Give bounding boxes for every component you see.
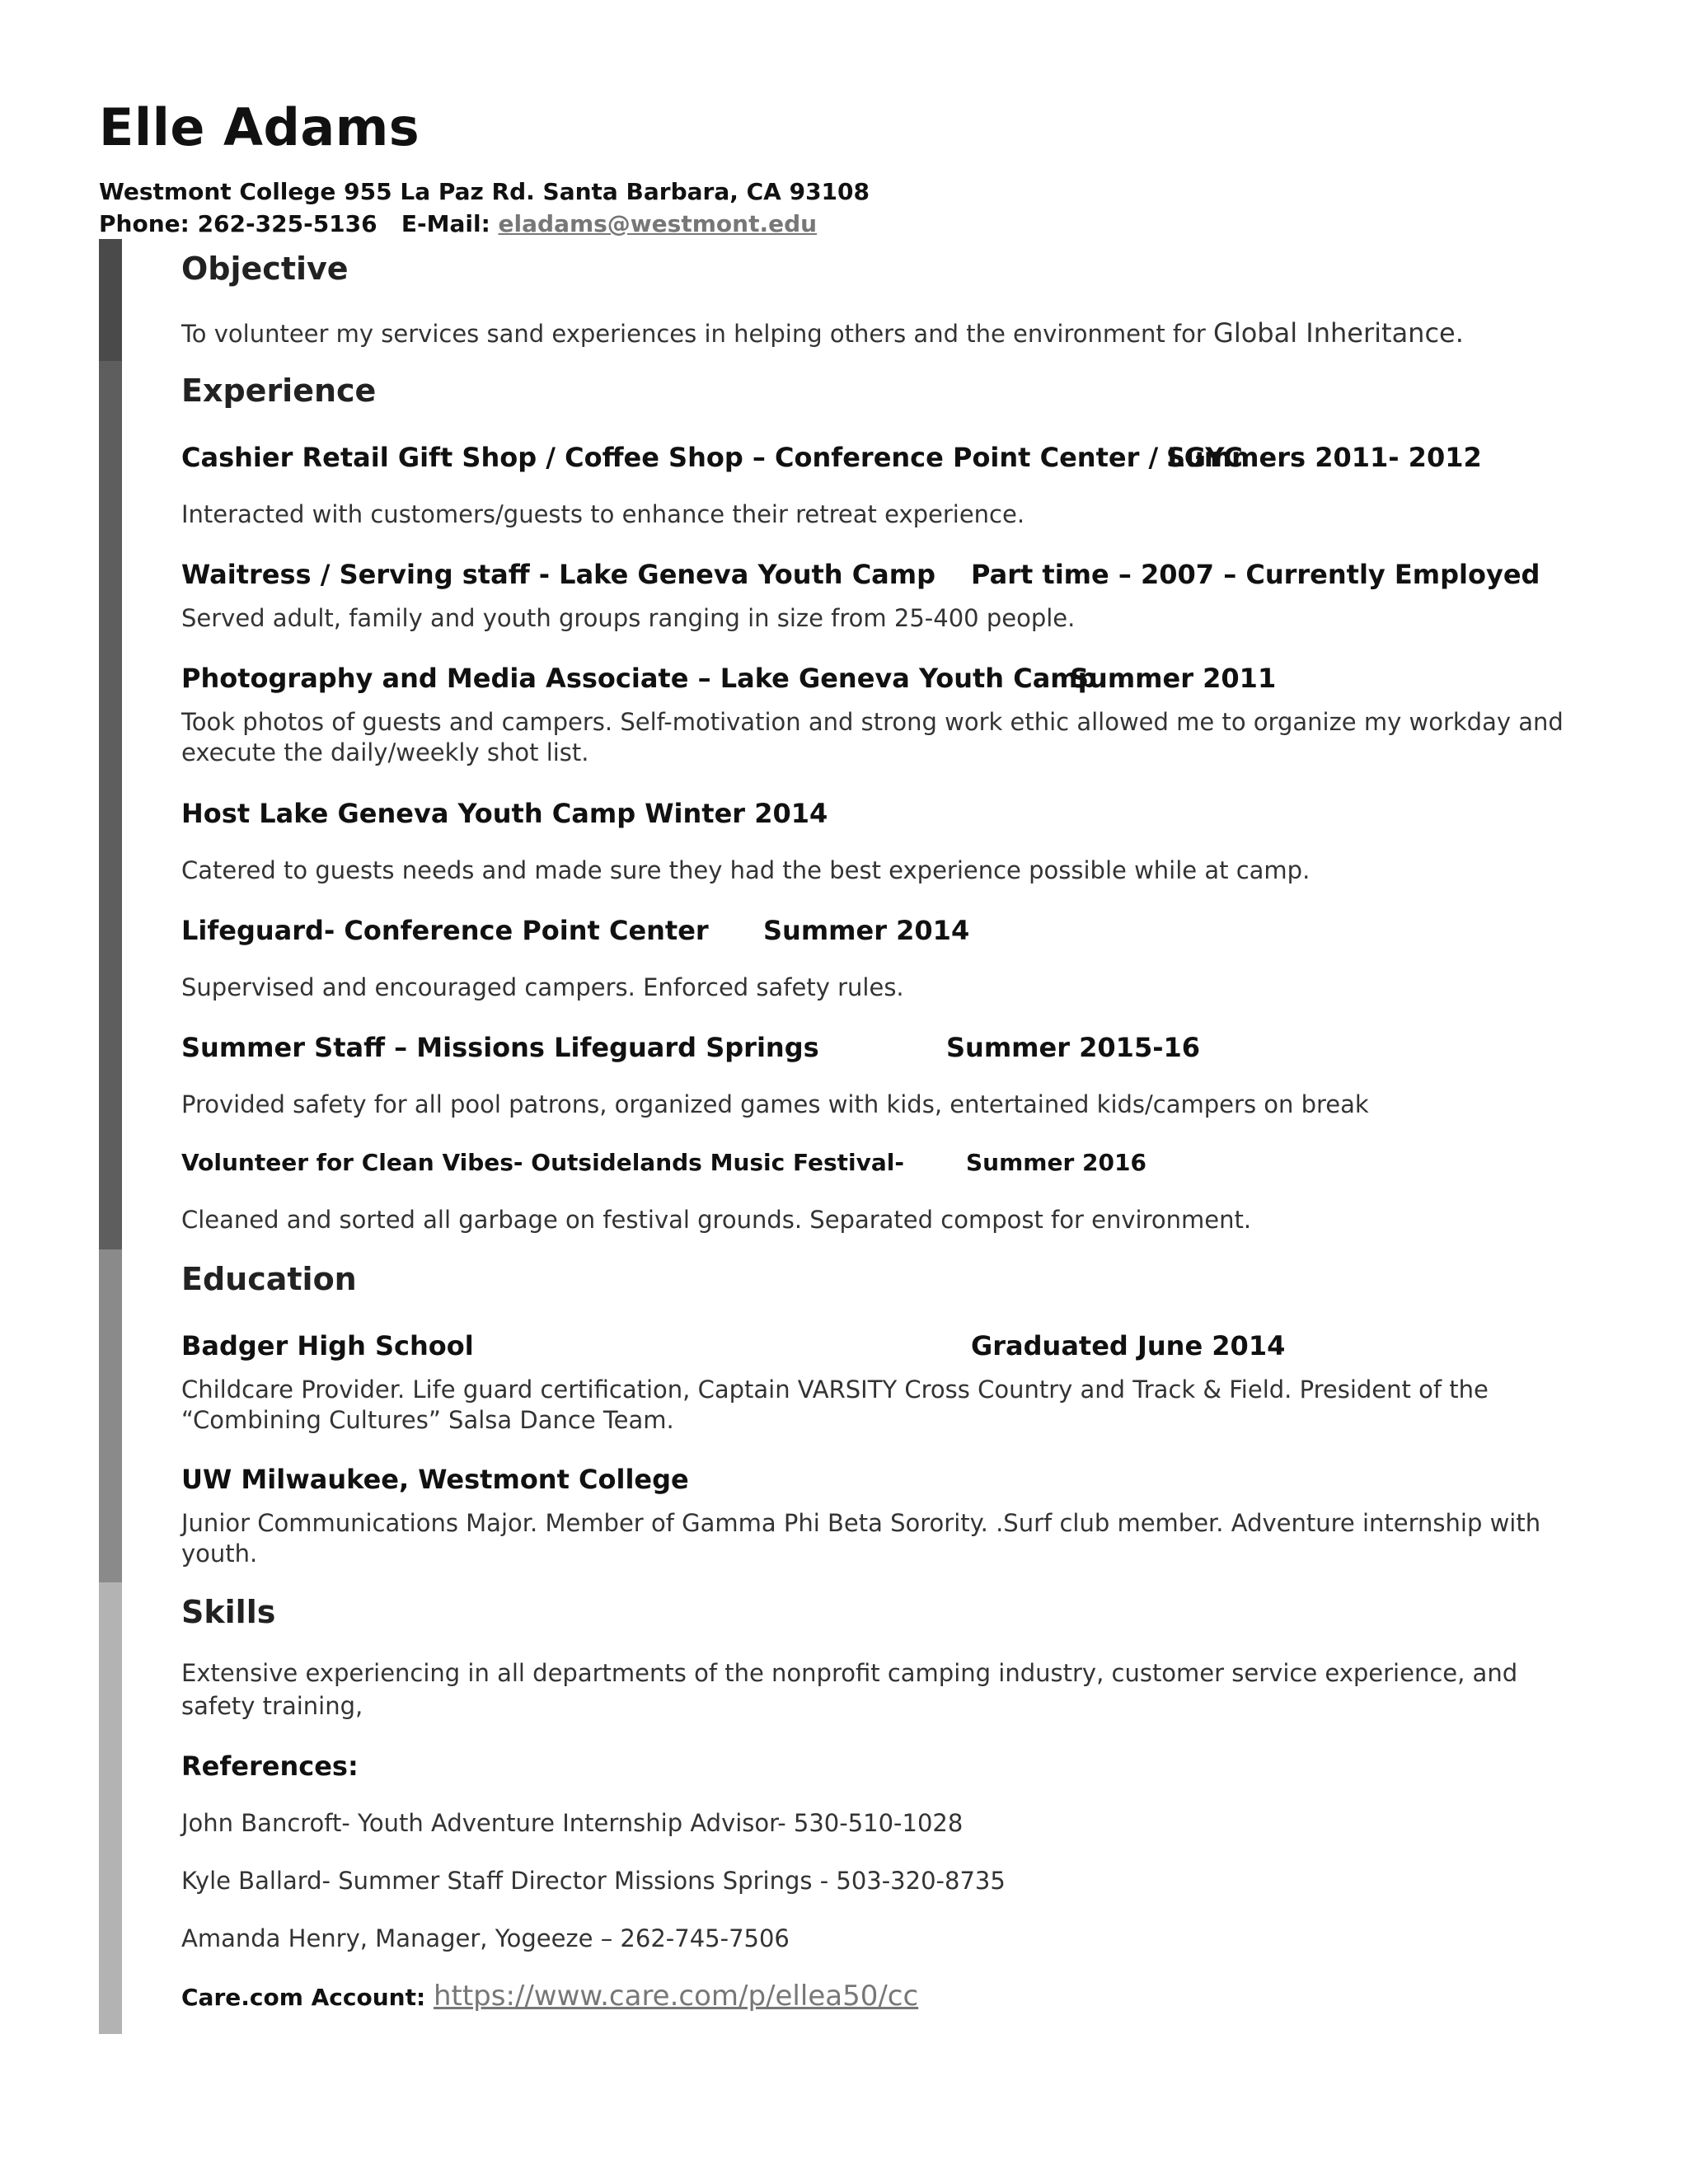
skills-text: Extensive experiencing in all departments of the nonprofit camping industry, customer service experience, and safety training,: [181, 1659, 1518, 1720]
school-date: Graduated June 2014: [971, 1330, 1286, 1361]
reference-item: Amanda Henry, Manager, Yogeeze – 262-745-7506: [181, 1924, 790, 1952]
school-description: Junior Communications Major. Member of Gamma Phi Beta Sorority. .Surf club member. Adventure internship with youth.: [181, 1509, 1541, 1568]
email-label: E-Mail:: [401, 210, 490, 237]
job-date: Summers 2011- 2012: [1166, 442, 1482, 473]
job-description: Provided safety for all pool patrons, organized games with kids, entertained kids/campers on break: [181, 1090, 1369, 1118]
job-title: Cashier Retail Gift Shop / Coffee Shop – Conference Point Center / LGYC: [181, 442, 1243, 473]
objective-org: Global Inheritance: [1213, 317, 1456, 349]
references-heading: References:: [181, 1750, 359, 1782]
phone-number: 262-325-5136: [197, 210, 377, 237]
job-title: Lifeguard- Conference Point Center: [181, 915, 709, 946]
job-date: Summer 2016: [966, 1149, 1146, 1176]
school-name: Badger High School: [181, 1330, 474, 1361]
job-title: Photography and Media Associate – Lake Geneva Youth Camp: [181, 663, 1097, 694]
job-date: Summer 2014: [763, 915, 970, 946]
job-description: Took photos of guests and campers. Self-motivation and strong work ethic allowed me to organize my workday and execute the daily/weekly shot list.: [181, 708, 1564, 766]
reference-item: John Bancroft- Youth Adventure Internship Advisor- 530-510-1028: [181, 1809, 964, 1837]
phone-label: Phone:: [99, 210, 190, 237]
objective-section-bar: [99, 239, 122, 361]
job-title: Waitress / Serving staff - Lake Geneva Youth Camp: [181, 559, 936, 590]
objective-end: .: [1455, 317, 1464, 349]
objective-body: To volunteer my services sand experiences in helping others and the environment for: [181, 320, 1206, 348]
candidate-name: Elle Adams: [99, 97, 420, 157]
job-description: Catered to guests needs and made sure they had the best experience possible while at camp.: [181, 856, 1311, 884]
experience-section-bar: [99, 361, 122, 1249]
job-title: Host Lake Geneva Youth Camp Winter 2014: [181, 798, 828, 829]
skills-section-bar: [99, 1582, 122, 2034]
care-account-label: Care.com Account:: [181, 1984, 426, 2011]
job-title: Volunteer for Clean Vibes- Outsidelands Music Festival-: [181, 1149, 904, 1176]
job-title: Summer Staff – Missions Lifeguard Springs: [181, 1032, 819, 1063]
objective-text: [181, 318, 1582, 349]
education-heading: Education: [181, 1261, 357, 1297]
experience-heading: Experience: [181, 373, 377, 409]
job-description: Served adult, family and youth groups ranging in size from 25-400 people.: [181, 604, 1076, 632]
job-date: Summer 2015-16: [946, 1032, 1201, 1063]
job-description: Cleaned and sorted all garbage on festival grounds. Separated compost for environment.: [181, 1206, 1252, 1234]
school-description: Childcare Provider. Life guard certification, Captain VARSITY Cross Country and Track & Field. President of the “Combining Cultures” Salsa Dance Team.: [181, 1376, 1489, 1434]
job-description: Supervised and encouraged campers. Enforced safety rules.: [181, 973, 904, 1001]
reference-item: Kyle Ballard- Summer Staff Director Missions Springs - 503-320-8735: [181, 1867, 1006, 1895]
contact-line: [99, 210, 817, 237]
care-account-link[interactable]: https://www.care.com/p/ellea50/cc: [433, 1980, 919, 2013]
skills-heading: Skills: [181, 1594, 276, 1630]
email-link[interactable]: eladams@westmont.edu: [498, 210, 818, 237]
education-section-bar: [99, 1249, 122, 1582]
job-date: Part time – 2007 – Currently Employed: [971, 559, 1540, 590]
job-date: Summer 2011: [1070, 663, 1277, 694]
school-name: UW Milwaukee, Westmont College: [181, 1464, 689, 1495]
objective-heading: Objective: [181, 251, 349, 287]
address-line: Westmont College 955 La Paz Rd. Santa Barbara, CA 93108: [99, 178, 870, 205]
care-account-line: [181, 1980, 918, 2013]
job-description: Interacted with customers/guests to enhance their retreat experience.: [181, 500, 1025, 528]
